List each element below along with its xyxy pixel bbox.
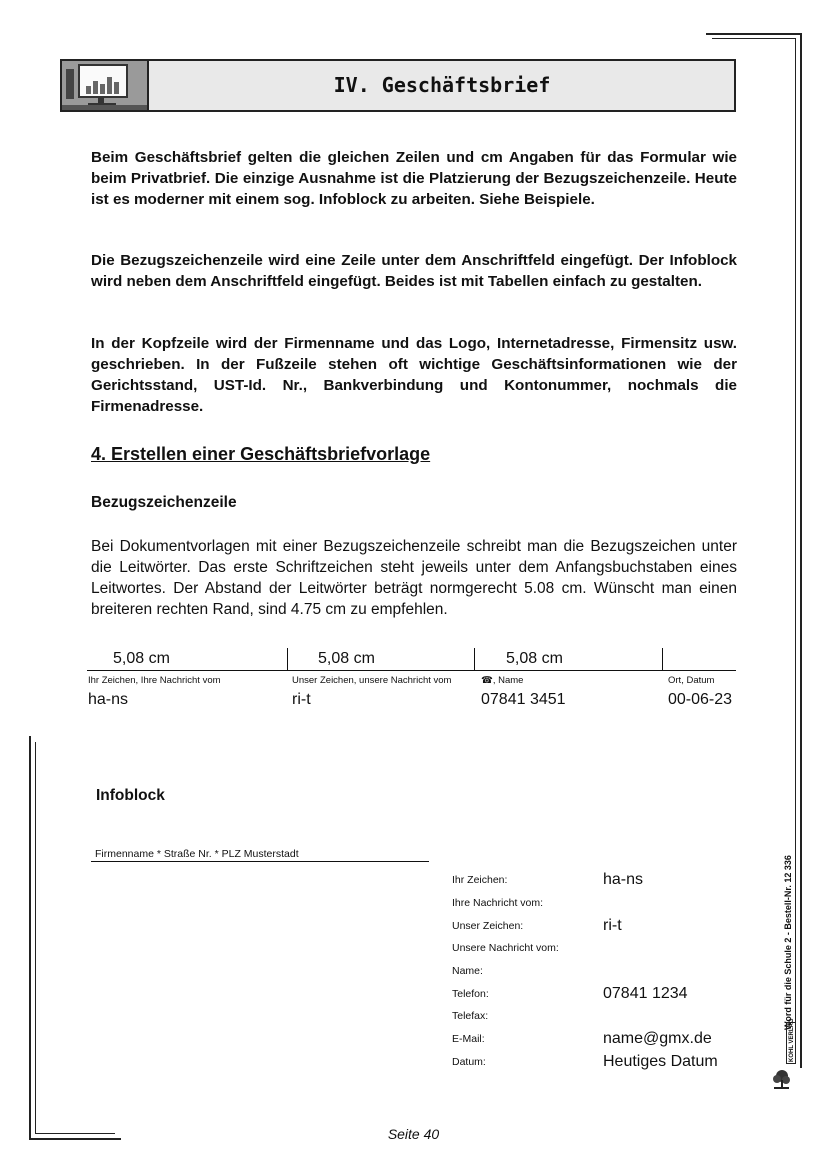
infoblock-label: Name: bbox=[452, 965, 483, 977]
body-text: Bei Dokumentvorlagen mit einer Bezugszeichenzeile schreibt man die Bezugszeichen unter die Leitwörter. Das erste Schriftzeichen steht jeweils unter dem Anfangsbuchstaben eines Leitwortes. Der Abstand der Leitwörter beträgt normgerecht 5.08 cm. Wünscht man einen breiteren rechten Rand, sind 4.75 cm zu empfehlen. bbox=[91, 538, 737, 618]
corner-frame-top-right-inner bbox=[712, 38, 796, 39]
infoblock-label: Unser Zeichen: bbox=[452, 920, 524, 932]
infoblock-label: E-Mail: bbox=[452, 1033, 485, 1045]
infoblock-label: Telefon: bbox=[452, 988, 489, 1000]
frame-right-edge bbox=[800, 33, 802, 1068]
section-heading: 4. Erstellen einer Geschäftsbriefvorlage bbox=[91, 444, 431, 464]
infoblock-label: Datum: bbox=[452, 1056, 486, 1068]
infoblock-label: Unsere Nachricht vom: bbox=[452, 942, 559, 954]
reference-label: Unser Zeichen, unsere Nachricht vom bbox=[292, 675, 452, 686]
tab-marker bbox=[662, 648, 663, 670]
infoblock-value: Heutiges Datum bbox=[603, 1053, 718, 1070]
paragraph-reference-line: Die Bezugszeichenzeile wird eine Zeile unter dem Anschriftfeld eingefügt. Der Infoblock wird neben dem Anschriftfeld eingefügt. Beides ist mit Tabellen einfach zu gestalten. bbox=[91, 252, 737, 290]
frame-left-edge-inner bbox=[35, 742, 36, 1134]
infoblock-value: ri-t bbox=[603, 917, 622, 934]
side-order-number: Word für die Schule 2 - Bestell-Nr. 12 336 bbox=[783, 855, 793, 1030]
infoblock-value: ha-ns bbox=[603, 871, 644, 888]
reference-value: 07841 3451 bbox=[481, 691, 566, 708]
infoblock-heading: Infoblock bbox=[96, 787, 165, 804]
tab-marker bbox=[474, 648, 475, 670]
spacing-label: 5,08 cm bbox=[318, 650, 375, 667]
computer-desk-image bbox=[62, 61, 147, 110]
tab-marker bbox=[287, 648, 288, 670]
reference-label-phone: ☎, Name bbox=[481, 675, 524, 686]
page-title: IV. Geschäftsbrief bbox=[333, 73, 551, 97]
sender-line: Firmenname * Straße Nr. * PLZ Musterstadt bbox=[95, 848, 299, 860]
paragraph-header-footer: In der Kopfzeile wird der Firmenname und das Logo, Internetadresse, Firmensitz usw. geschrieben. In der Fußzeile stehen oft wichtige Geschäftsinformationen wie der Gerichtsstand, UST-Id. Nr., Bankverbindung und Kontonummer, nochmals die Firmenadresse. bbox=[91, 335, 737, 415]
infoblock-value: name@gmx.de bbox=[603, 1030, 712, 1047]
reference-value: ha-ns bbox=[88, 691, 129, 708]
spacing-label: 5,08 cm bbox=[506, 650, 563, 667]
tree-logo-icon bbox=[770, 1068, 792, 1090]
frame-left-edge bbox=[29, 736, 31, 1140]
title-separator bbox=[147, 61, 149, 110]
reference-label: Ihr Zeichen, Ihre Nachricht vom bbox=[88, 675, 221, 686]
corner-frame-top-right bbox=[706, 33, 802, 35]
frame-right-edge-inner bbox=[795, 38, 796, 1038]
infoblock-value: 07841 1234 bbox=[603, 985, 688, 1002]
sender-line-rule bbox=[91, 861, 429, 862]
infoblock-label: Telefax: bbox=[452, 1010, 489, 1022]
subheading-reference-line: Bezugszeichenzeile bbox=[91, 494, 237, 511]
paragraph-intro: Beim Geschäftsbrief gelten die gleichen Zeilen und cm Angaben für das Formular wie beim Privatbrief. Die einzige Ausnahme ist die Platzierung der Bezugszeichenzeile. Heute ist es moderner mit einem sog. Infoblock zu arbeiten. Siehe Beispiele. bbox=[91, 149, 737, 208]
page-number: Seite 40 bbox=[387, 1126, 440, 1142]
reference-label: Ort, Datum bbox=[668, 675, 715, 686]
publisher-name: KOHL VERLAG bbox=[789, 1018, 795, 1062]
reference-value: ri-t bbox=[292, 691, 311, 708]
spacing-label: 5,08 cm bbox=[113, 650, 170, 667]
reference-value: 00-06-23 bbox=[668, 691, 733, 708]
reference-line-rule bbox=[87, 670, 736, 671]
infoblock-label: Ihre Nachricht vom: bbox=[452, 897, 544, 909]
infoblock-label: Ihr Zeichen: bbox=[452, 874, 508, 886]
